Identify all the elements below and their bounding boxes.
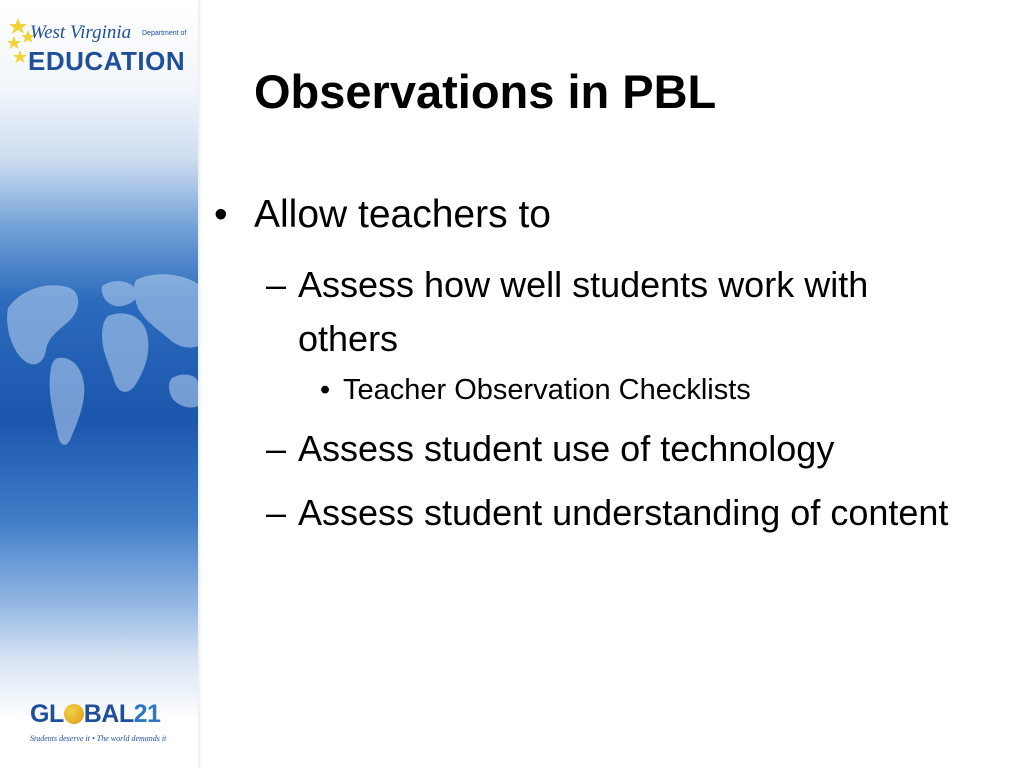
wv-education-logo	[6, 16, 192, 80]
world-map-graphic	[0, 250, 198, 460]
bullet-dot-icon: •	[320, 374, 331, 406]
global21-wordmark	[30, 700, 160, 729]
sidebar-banner	[0, 0, 198, 768]
bullet-level-2	[210, 258, 1010, 366]
globe-icon	[64, 704, 84, 724]
logo-education-text: EDUCATION	[28, 46, 186, 76]
global21-middle: BAL	[83, 700, 134, 728]
bullet-dash-icon: –	[266, 428, 287, 469]
bullet-level-3	[210, 370, 1010, 410]
bullet-text: Assess how well students work with others	[298, 264, 869, 359]
bullet-text: Allow teachers to	[254, 193, 551, 236]
bullet-dash-icon: –	[266, 264, 287, 305]
global21-tagline: Students deserve it • The world demands it	[30, 734, 167, 743]
bullet-level-2	[210, 486, 1010, 540]
global21-number: 21	[133, 700, 161, 728]
bullet-dash-icon: –	[266, 492, 287, 533]
slide-title: Observations in PBL	[254, 65, 717, 118]
bullet-level-1	[210, 188, 1010, 242]
global21-prefix: GL	[30, 700, 64, 728]
bullet-level-2	[210, 422, 1010, 476]
bullet-dot-icon: •	[214, 193, 228, 236]
global21-logo	[26, 700, 191, 750]
slide-body	[210, 188, 1010, 540]
logo-script-text: West Virginia	[30, 22, 132, 43]
bullet-text: Teacher Observation Checklists	[343, 374, 751, 406]
logo-department-text: Department of	[142, 30, 187, 37]
bullet-text: Assess student understanding of content	[298, 492, 949, 533]
bullet-text: Assess student use of technology	[298, 428, 835, 469]
